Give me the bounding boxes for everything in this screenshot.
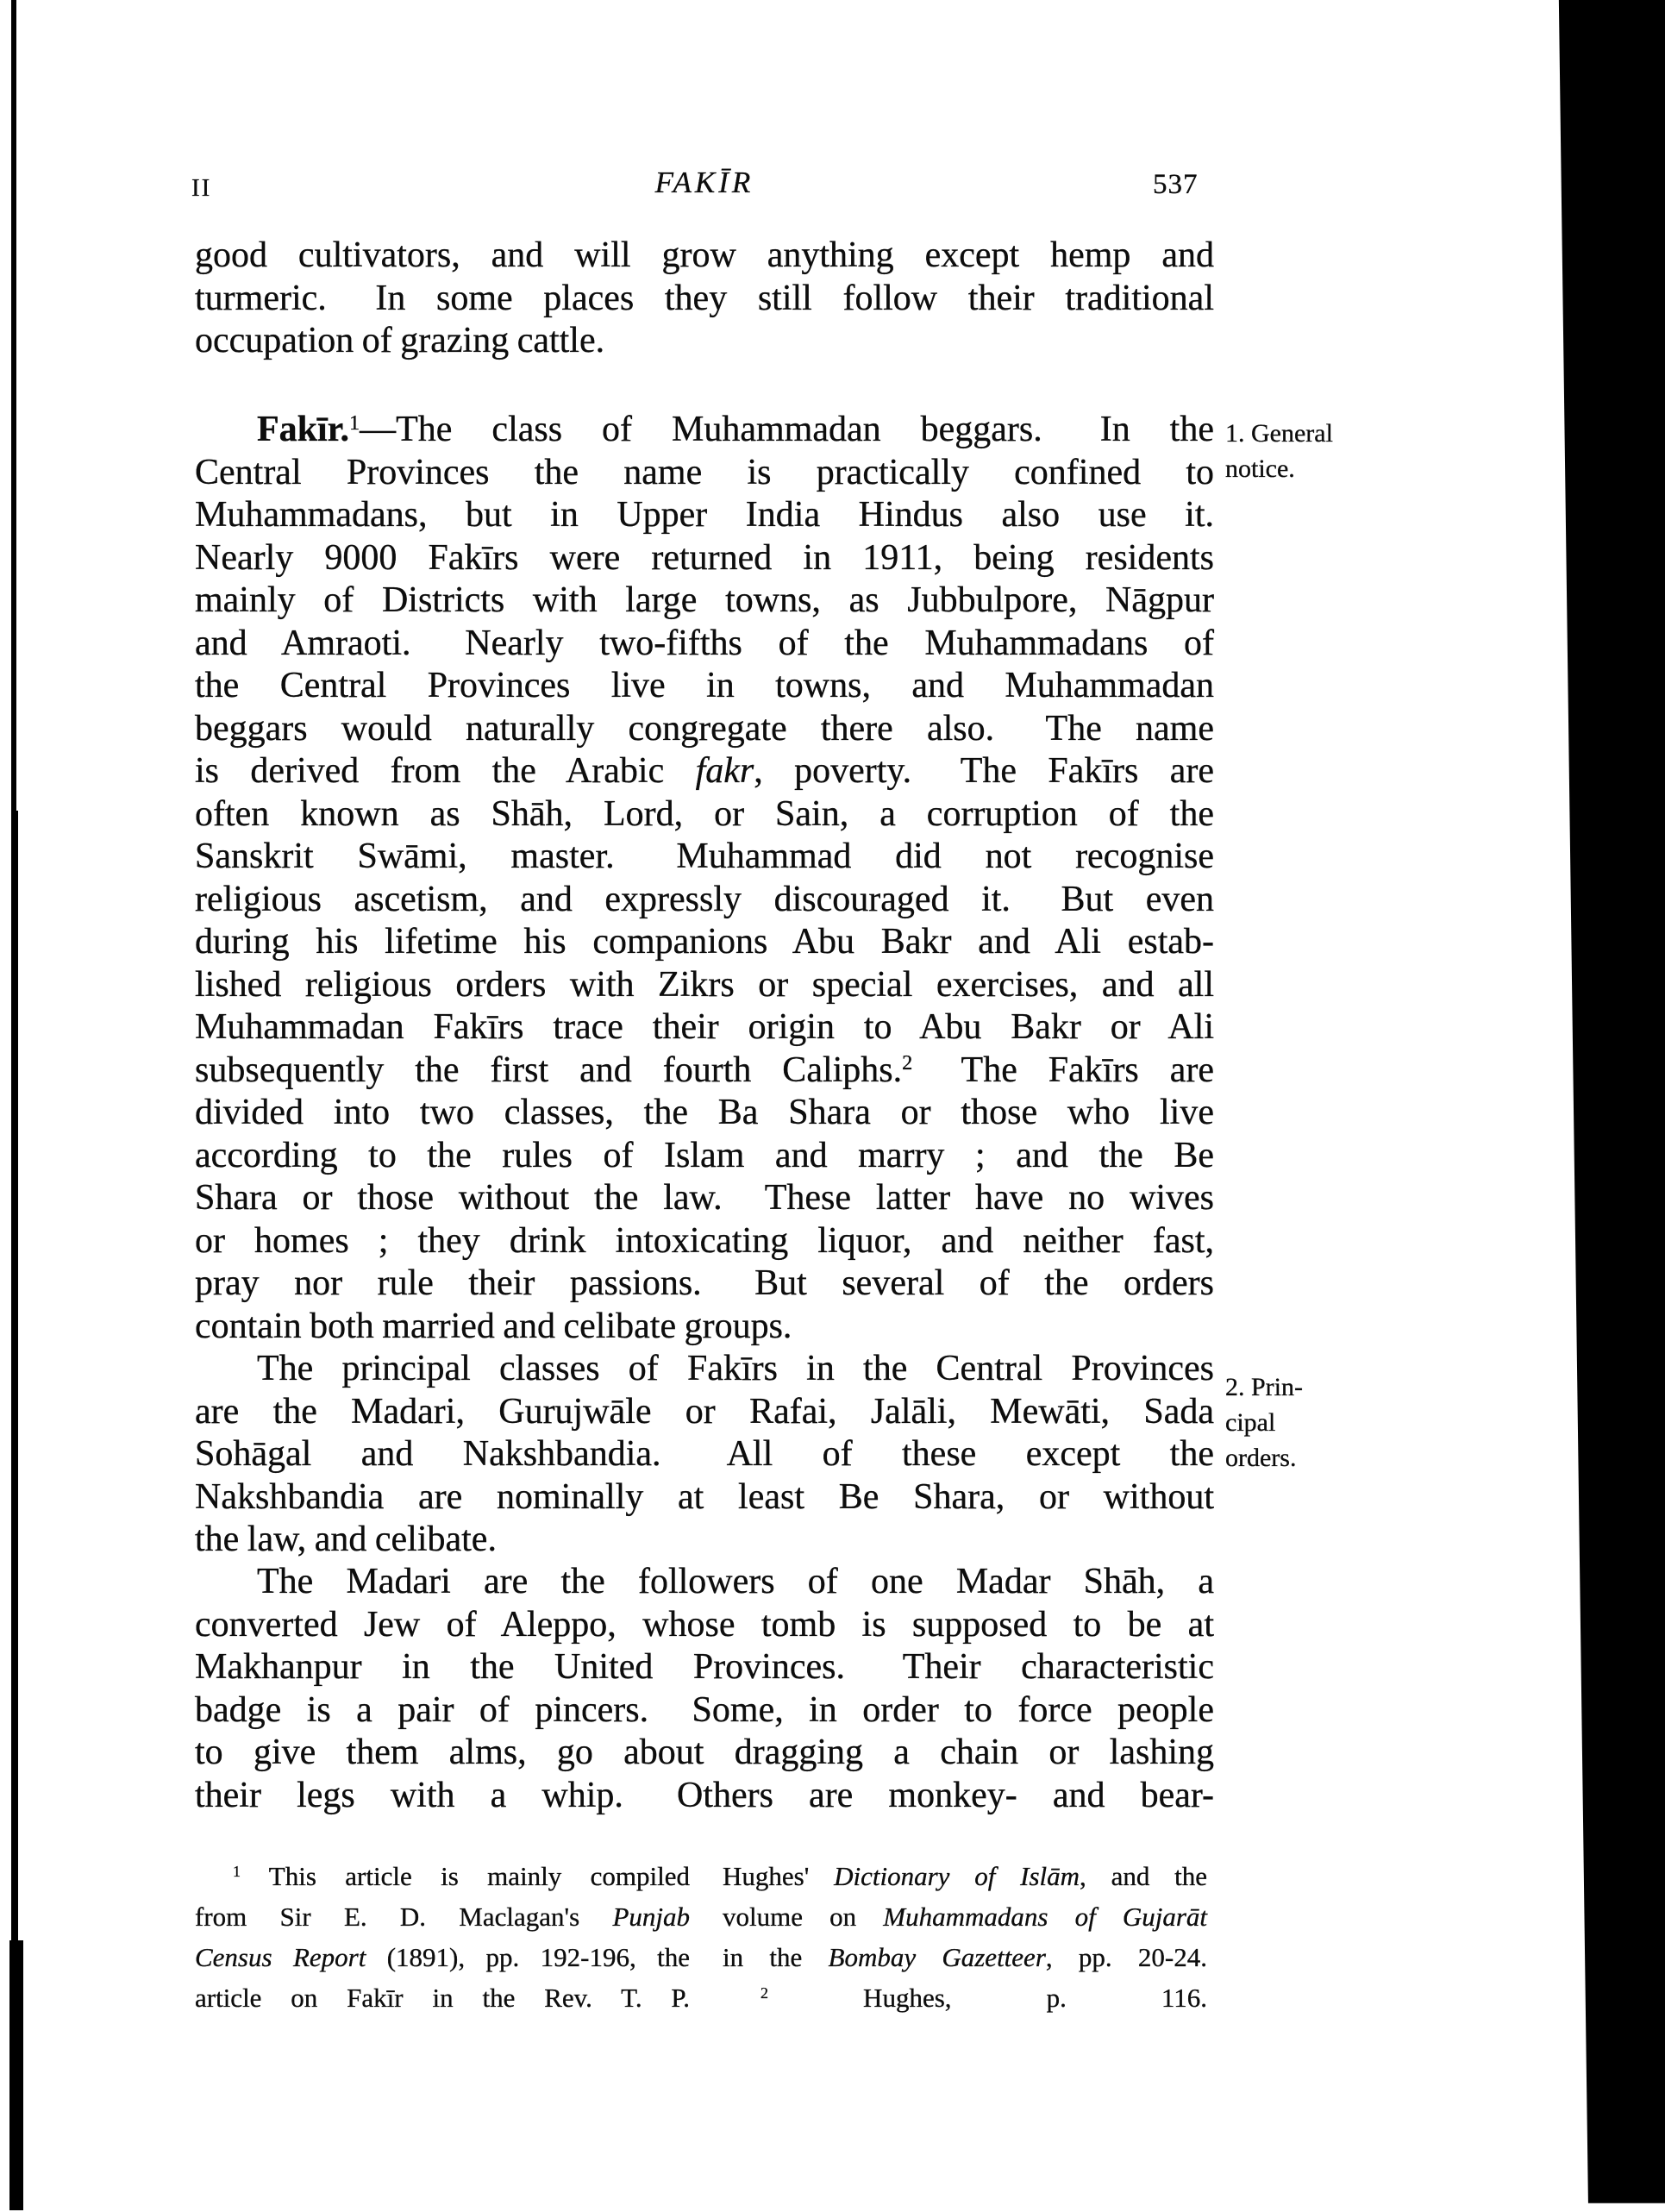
text-line: contain both married and celibate groups. [195,1306,792,1346]
text-line: pray nor rule their passions. But several of the orders [195,1263,1214,1303]
text-line: according to the rules of Islam and marry ; and the Be [195,1135,1214,1175]
text-line: converted Jew of Aleppo, whose tomb is supposed to be at [195,1604,1214,1645]
text-line: is derived from the Arabic fakr, poverty. The Fakīrs are [195,751,1214,791]
text-line: and Amraoti. Nearly two-fifths of the Muhammadans of [195,623,1214,663]
text-line: to give them alms, go about dragging a chain or lashing [195,1733,1214,1772]
text-line: from Sir E. D. Maclagan's Punjab [195,1902,690,1932]
text-line: Muhammadan Fakīrs trace their origin to Abu Bakr or Ali [195,1007,1214,1047]
text-line: subsequently the first and fourth Caliphs.$^2$ The Fakīrs are [195,1050,1214,1090]
sidenote-principal-orders [1225,1369,1376,1476]
header-section-numeral: II [191,174,212,202]
footnote-right-column [723,1856,1207,2018]
text-line: The principal classes of Fakīrs in the Central Provinces [257,1349,1214,1388]
text-line: article on Fakīr in the Rev. T. P. [195,1983,690,2013]
scan-gutter-line-middle [11,811,18,1958]
text-line: Hughes' Dictionary of Islām, and the [723,1861,1208,1891]
text-line: Census Report (1891), pp. 192-196, the [195,1942,691,1972]
paragraph-madari [195,1561,1214,1817]
text-line: divided into two classes, the Ba Shara or those who live [195,1093,1214,1132]
text-line: turmeric. In some places they still follow their traditional [195,278,1214,318]
text-line: lished religious orders with Zikrs or special exercises, and all [195,964,1214,1005]
footnote-left-column [195,1856,690,2018]
text-line: Sanskrit Swāmi, master. Muhammad did not recognise [195,837,1214,876]
text-line: the Central Provinces live in towns, and Muhammadan [195,666,1214,705]
scan-gutter-line-bottom [9,1940,23,2210]
text-line: Nakshbandia are nominally at least Be Shara, or without [195,1476,1214,1517]
text-line: 1. General [1225,419,1333,448]
text-line: Sohāgal and Nakshbandia. All of these except the [195,1434,1214,1474]
scan-gutter-line-top [11,0,16,819]
text-line: mainly of Districts with large towns, as Jubbulpore, Nāgpur [195,580,1214,620]
text-line: the law, and celibate. [195,1520,497,1559]
text-line: Muhammadans, but in Upper India Hindus also use it. [195,495,1214,535]
text-line: Makhanpur in the United Provinces. Their characteristic [195,1647,1214,1687]
text-line: orders. [1225,1444,1297,1472]
text-line: badge is a pair of pincers. Some, in order to force people [195,1689,1214,1730]
text-line: Shara or those without the law. These latter have no wives [195,1178,1214,1218]
text-line: often known as Shāh, Lord, or Sain, a corruption of the [195,793,1214,834]
header-running-title: FAKĪR [654,166,754,199]
text-line: Nearly 9000 Fakīrs were returned in 1911, being residents [195,537,1214,578]
text-line: notice. [1225,454,1295,483]
text-line: in the Bombay Gazetteer, pp. 20-24. [723,1942,1207,1972]
text-line: Fakīr.$^1$—The class of Muhammadan beggars. In the [257,410,1214,449]
text-line: their legs with a whip. Others are monkey- and bear- [195,1775,1214,1815]
sidenote-general-notice [1225,416,1376,486]
text-line: occupation of grazing cattle. [195,321,605,360]
text-line: good cultivators, and will grow anything except hemp and [195,235,1214,275]
text-line: or homes ; they drink intoxicating liquor, and neither fast, [195,1220,1214,1261]
text-line: $^2$ Hughes, p. 116. [761,1983,1207,2013]
paragraph-fakir-general-notice [195,409,1214,1348]
text-line: religious ascetism, and expressly discouraged it. But even [195,879,1214,919]
text-line: volume on Muhammadans of Gujarāt [723,1902,1207,1932]
scan-page-edge-bar [1552,0,1665,2212]
header-page-number: 537 [1153,169,1199,200]
text-line: cipal [1225,1408,1276,1437]
text-line: are the Madari, Gurujwāle or Rafai, Jalāli, Mewāti, Sada [195,1391,1214,1432]
paragraph-continuation [195,235,1214,363]
text-line: 2. Prin- [1225,1373,1303,1401]
text-line: $^1$ This article is mainly compiled [233,1861,690,1891]
text-line: The Madari are the followers of one Madar Shāh, a [257,1562,1214,1601]
paragraph-principal-classes [195,1348,1214,1562]
text-line: during his lifetime his companions Abu Bakr and Ali estab- [195,922,1214,962]
text-line: Central Provinces the name is practically confined to [195,452,1214,492]
text-line: beggars would naturally congregate there also. The name [195,708,1214,749]
